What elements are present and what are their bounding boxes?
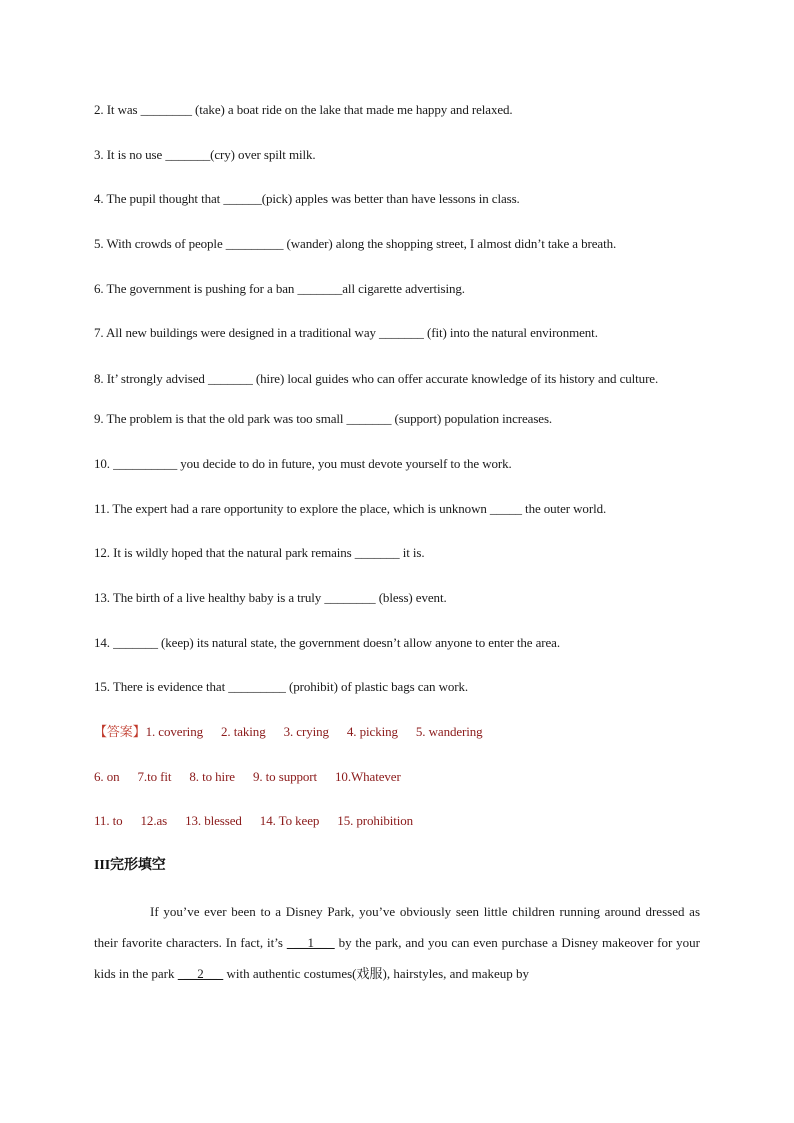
question-6: 6. The government is pushing for a ban _______all cigarette advertising. xyxy=(94,280,465,296)
answer-item: 9. to support xyxy=(252,768,318,784)
question-5: 5. With crowds of people _________ (wander) along the shopping street, I almost didn’t take a breath. xyxy=(94,236,617,252)
question-13: 13. The birth of a live healthy baby is a truly ________ (bless) event. xyxy=(94,589,447,605)
paragraph-text: with authentic costumes(戏服), hairstyles, and makeup by xyxy=(223,965,530,981)
answer-item: 11. to xyxy=(94,813,123,829)
answer-item: 5. wandering xyxy=(415,723,483,739)
answer-item: 13. blessed xyxy=(185,813,242,829)
section-title: III完形填空 xyxy=(94,858,166,873)
answer-item: 15. prohibition xyxy=(337,813,414,829)
answer-item: 12.as xyxy=(140,813,168,829)
question-11: 11. The expert had a rare opportunity to explore the place, which is unknown _____ the outer world. xyxy=(94,500,607,516)
paragraph-text: by the park, and you can even purchase a Disney makeover for your kids in the park xyxy=(94,934,700,981)
answer-item: 10.Whatever xyxy=(335,768,401,784)
answer-item: 2. taking xyxy=(221,723,266,739)
question-3: 3. It is no use _______(cry) over spilt milk. xyxy=(94,146,316,162)
answer-row-1 xyxy=(94,721,700,743)
question-12: 12. It is wildly hoped that the natural park remains _______ it is. xyxy=(94,545,425,561)
answer-item: 7.to fit xyxy=(137,768,172,784)
answer-item: 4. picking xyxy=(346,723,398,739)
blank-1: __1__ xyxy=(286,934,335,950)
document-content xyxy=(94,99,700,989)
question-10: 10. __________ you decide to do in future, you must devote yourself to the work. xyxy=(94,455,512,471)
answer-item: 8. to hire xyxy=(189,768,235,784)
paragraph-text: If you’ve ever been to a Disney Park, you’ve obviously seen little children running around dressed as their favorite characters. In fact, it’s xyxy=(94,903,700,950)
question-14: 14. _______ (keep) its natural state, the government doesn’t allow anyone to enter the area. xyxy=(94,634,560,650)
question-4: 4. The pupil thought that ______(pick) apples was better than have lessons in class. xyxy=(94,191,520,207)
answer-row-3 xyxy=(94,810,700,832)
question-8: 8. It’ strongly advised _______ (hire) local guides who can offer accurate knowledge of its history and culture. xyxy=(94,371,659,387)
blank-2: __2__ xyxy=(177,965,224,981)
answer-item: 14. To keep xyxy=(259,813,320,829)
answer-item: 3. crying xyxy=(283,723,329,739)
question-9: 9. The problem is that the old park was too small _______ (support) population increases. xyxy=(94,411,553,427)
answer-item: 6. on xyxy=(94,768,120,784)
answer-row-2 xyxy=(94,766,700,788)
answer-tag: 【答案】 xyxy=(94,723,146,739)
question-2: 2. It was ________ (take) a boat ride on the lake that made me happy and relaxed. xyxy=(94,102,513,117)
question-15: 15. There is evidence that _________ (prohibit) of plastic bags can work. xyxy=(94,679,469,695)
answer-item: 1. covering xyxy=(145,723,203,739)
question-7: 7. All new buildings were designed in a traditional way _______ (fit) into the natural environment. xyxy=(94,325,598,341)
cloze-paragraph xyxy=(94,896,700,989)
